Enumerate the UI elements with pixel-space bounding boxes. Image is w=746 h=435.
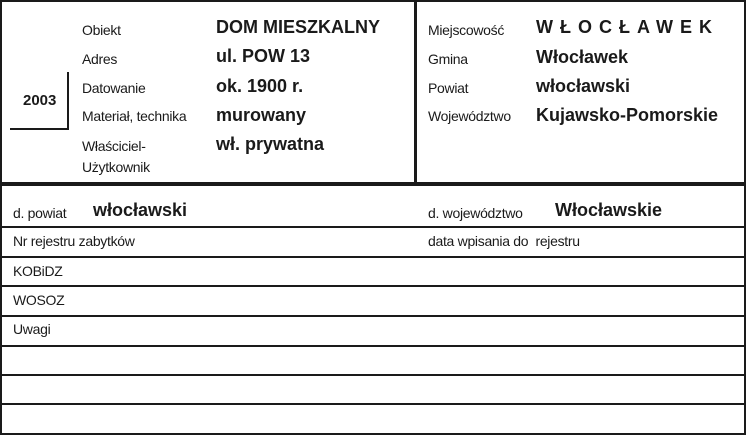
owner-label-line2: Użytkownik: [82, 159, 150, 175]
remarks-label: Uwagi: [13, 321, 51, 337]
material-value: murowany: [216, 105, 307, 125]
former-province-value: Włocławskie: [555, 200, 663, 220]
object-value: DOM MIESZKALNY: [216, 17, 380, 37]
commune-value: Włocławek: [536, 47, 629, 67]
number-bracket-horizontal: [10, 128, 68, 130]
rule-3: [2, 285, 744, 287]
rule-1: [2, 226, 744, 228]
wosoz-label: WOSOZ: [13, 292, 65, 308]
rule-4: [2, 315, 744, 317]
address-value: ul. POW 13: [216, 46, 311, 66]
dating-label: Datowanie: [82, 80, 146, 96]
address-label: Adres: [82, 51, 118, 67]
header-separator: [2, 182, 744, 186]
commune-label: Gmina: [428, 51, 468, 67]
object-label: Obiekt: [82, 22, 121, 38]
number-bracket-vertical: [67, 72, 69, 130]
former-province-label: d. województwo: [428, 205, 523, 221]
locality-label: Miejscowość: [428, 22, 505, 38]
county-label: Powiat: [428, 80, 469, 96]
header-divider: [414, 2, 417, 184]
owner-label: Właściciel-: [82, 138, 146, 154]
card-number: 2003: [23, 92, 57, 109]
former-county-label: d. powiat: [13, 205, 67, 221]
province-value: Kujawsko-Pomorskie: [536, 105, 719, 125]
rule-5: [2, 345, 744, 347]
rule-7: [2, 403, 744, 405]
locality-value: WŁOCŁAWEK: [536, 17, 719, 37]
registry-date-label: data wpisania do rejestru: [428, 233, 580, 249]
rule-6: [2, 374, 744, 376]
rule-2: [2, 256, 744, 258]
kobidz-label: KOBiDZ: [13, 263, 63, 279]
dating-value: ok. 1900 r.: [216, 76, 304, 96]
county-value: włocławski: [536, 76, 631, 96]
owner-value: wł. prywatna: [216, 134, 325, 154]
material-label: Materiał, technika: [82, 108, 187, 124]
former-county-value: włocławski: [93, 200, 188, 220]
registry-number-label: Nr rejestru zabytków: [13, 233, 135, 249]
province-label: Województwo: [428, 108, 511, 124]
